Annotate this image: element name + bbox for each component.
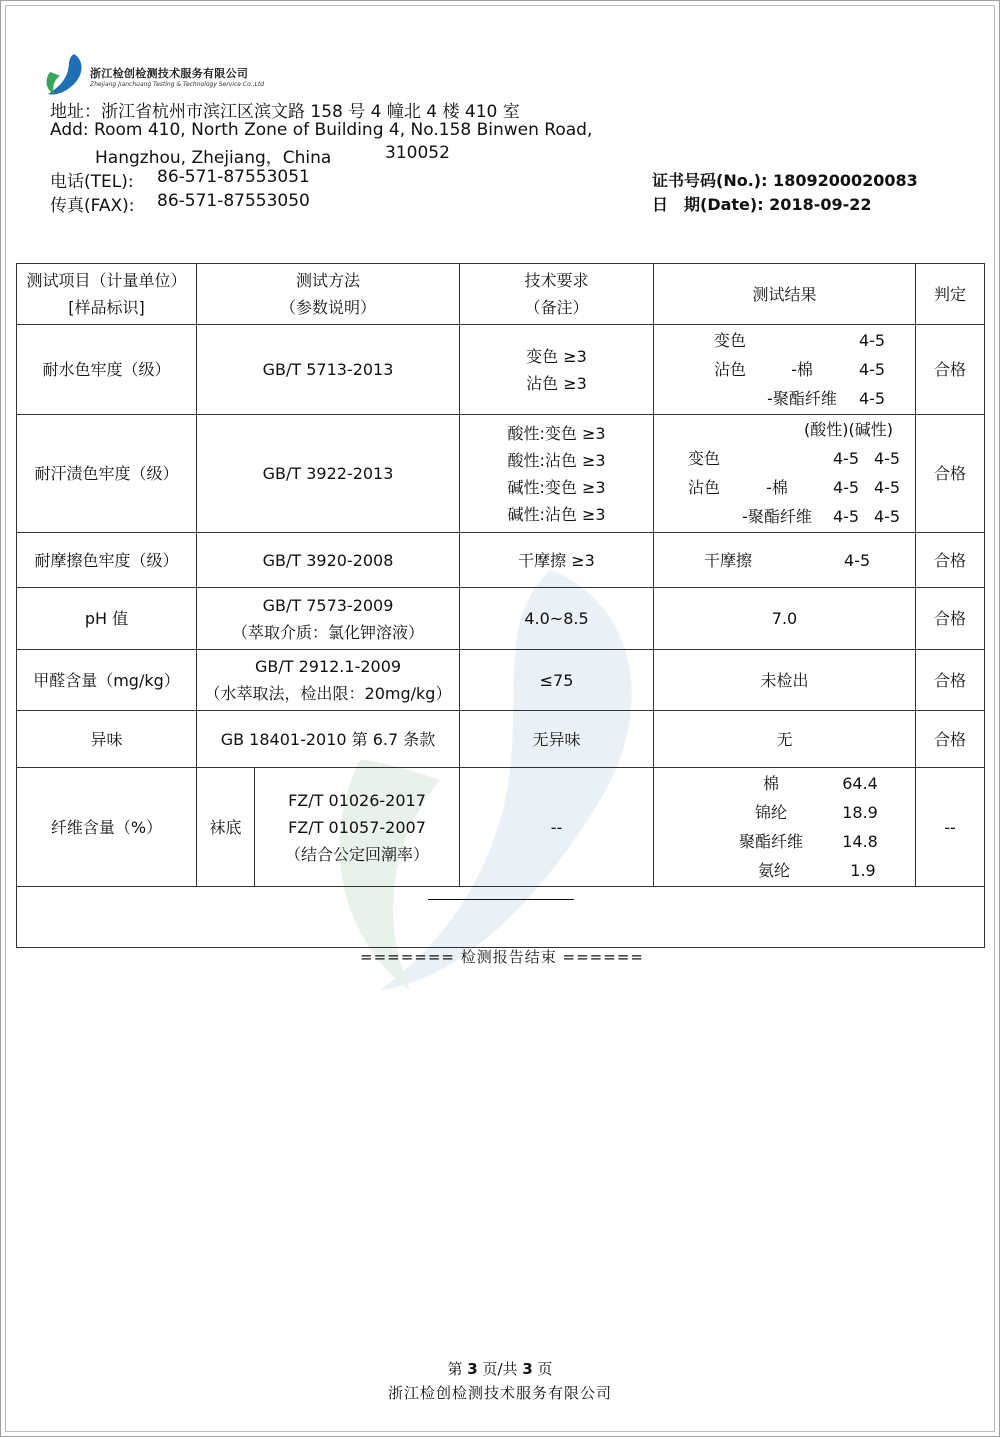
verdict-cell: -- — [916, 768, 985, 887]
table-row — [17, 650, 985, 711]
blank-cell — [17, 887, 985, 948]
fax-label: 传真(FAX): — [50, 196, 135, 216]
header-item: 测试项目（计量单位） [样品标识] — [17, 264, 197, 325]
item-cell: 甲醛含量（mg/kg） — [17, 650, 197, 711]
table-row — [17, 711, 985, 768]
result-subtable: 棉 64.4 锦纶 18.9 聚酯纤维 14.8 氨纶 1.9 — [739, 774, 878, 880]
requirement-cell: -- — [460, 768, 654, 887]
result-cell: 干摩擦 4-5 — [654, 533, 916, 588]
table-row — [17, 325, 985, 415]
sample-cell: 袜底 — [197, 768, 255, 887]
item-cell: pH 值 — [17, 588, 197, 650]
result-cell: 未检出 — [654, 650, 916, 711]
tel-label: 电话(TEL): — [50, 172, 134, 192]
table-row — [17, 588, 985, 650]
result-cell — [654, 768, 916, 887]
requirement-cell: 干摩擦 ≥3 — [460, 533, 654, 588]
header-requirement: 技术要求 （备注） — [460, 264, 654, 325]
page-number: 第 3 页/共 3 页 — [447, 1360, 553, 1378]
table-row-blank — [17, 887, 985, 948]
requirement-cell: 酸性:变色 ≥3 酸性:沾色 ≥3 碱性:变色 ≥3 碱性:沾色 ≥3 — [460, 415, 654, 533]
method-cell: GB/T 2912.1-2009 （水萃取法，检出限：20mg/kg） — [197, 650, 460, 711]
method-cell: GB/T 3920-2008 — [197, 533, 460, 588]
fax-value: 86-571-87553050 — [157, 191, 310, 211]
report-date: 日 期(Date): 2018-09-22 — [652, 195, 872, 214]
item-cell: 耐水色牢度（级） — [17, 325, 197, 415]
requirement-cell: ≤75 — [460, 650, 654, 711]
verdict-cell: 合格 — [916, 533, 985, 588]
result-subtable: 变色 4-5 4-5 沾色 -棉 4-5 4-5 -聚酯纤维 4-5 4-5 — [688, 448, 901, 526]
item-cell: 纤维含量（%） — [17, 768, 197, 887]
verdict-cell: 合格 — [916, 325, 985, 415]
table-row — [17, 768, 985, 887]
certificate-number: 证书号码(No.): 1809200020083 — [652, 171, 918, 190]
requirement-cell: 无异味 — [460, 711, 654, 768]
method-cell: FZ/T 01026-2017 FZ/T 01057-2007 （结合公定回潮率） — [255, 768, 460, 887]
footer-company-name: 浙江检创检测技术服务有限公司 — [387, 1384, 612, 1402]
address-en-line1: Add: Room 410, North Zone of Building 4, No.158 Binwen Road, — [50, 120, 593, 140]
company-logo-icon — [44, 52, 86, 96]
method-cell: GB/T 5713-2013 — [197, 325, 460, 415]
report-end-marker: ======= 检测报告结束 ====== — [360, 948, 644, 966]
address-cn: 地址：浙江省杭州市滨江区滨文路 158 号 4 幢北 4 楼 410 室 — [50, 102, 520, 122]
company-name-en: Zhejiang Jianchuang Testing & Technology Service Co.,Ltd — [90, 81, 265, 88]
result-cell: 无 — [654, 711, 916, 768]
header-verdict: 判定 — [916, 264, 985, 325]
header-result: 测试结果 — [654, 264, 916, 325]
verdict-cell: 合格 — [916, 650, 985, 711]
result-cell — [654, 325, 916, 415]
table-header-row — [17, 264, 985, 325]
header-method: 测试方法 （参数说明） — [197, 264, 460, 325]
company-name-cn: 浙江检创检测技术服务有限公司 — [90, 67, 249, 80]
requirement-cell: 4.0~8.5 — [460, 588, 654, 650]
address-en-line2: Hangzhou, Zhejiang，China — [95, 148, 332, 168]
item-cell: 耐摩擦色牢度（级） — [17, 533, 197, 588]
item-cell: 耐汗渍色牢度（级） — [17, 415, 197, 533]
result-cell: 7.0 — [654, 588, 916, 650]
method-cell: GB/T 3922-2013 — [197, 415, 460, 533]
result-subtable: 变色 4-5 沾色 -棉 4-5 -聚酯纤维 4-5 — [714, 331, 886, 408]
requirement-cell: 变色 ≥3 沾色 ≥3 — [460, 325, 654, 415]
item-cell: 异味 — [17, 711, 197, 768]
table-row — [17, 533, 985, 588]
verdict-cell: 合格 — [916, 415, 985, 533]
signature-line — [428, 899, 574, 900]
verdict-cell: 合格 — [916, 711, 985, 768]
result-cell: (酸性)(碱性) 变色 4-5 4-5 沾色 -棉 4-5 4-5 -聚酯纤维 4-5 4-5 — [654, 415, 916, 533]
verdict-cell: 合格 — [916, 588, 985, 650]
table-row — [17, 415, 985, 533]
test-results-table — [16, 263, 985, 948]
method-cell: GB/T 7573-2009 （萃取介质：氯化钾溶液） — [197, 588, 460, 650]
tel-value: 86-571-87553051 — [157, 167, 310, 187]
postcode: 310052 — [385, 143, 450, 163]
method-cell: GB 18401-2010 第 6.7 条款 — [197, 711, 460, 768]
